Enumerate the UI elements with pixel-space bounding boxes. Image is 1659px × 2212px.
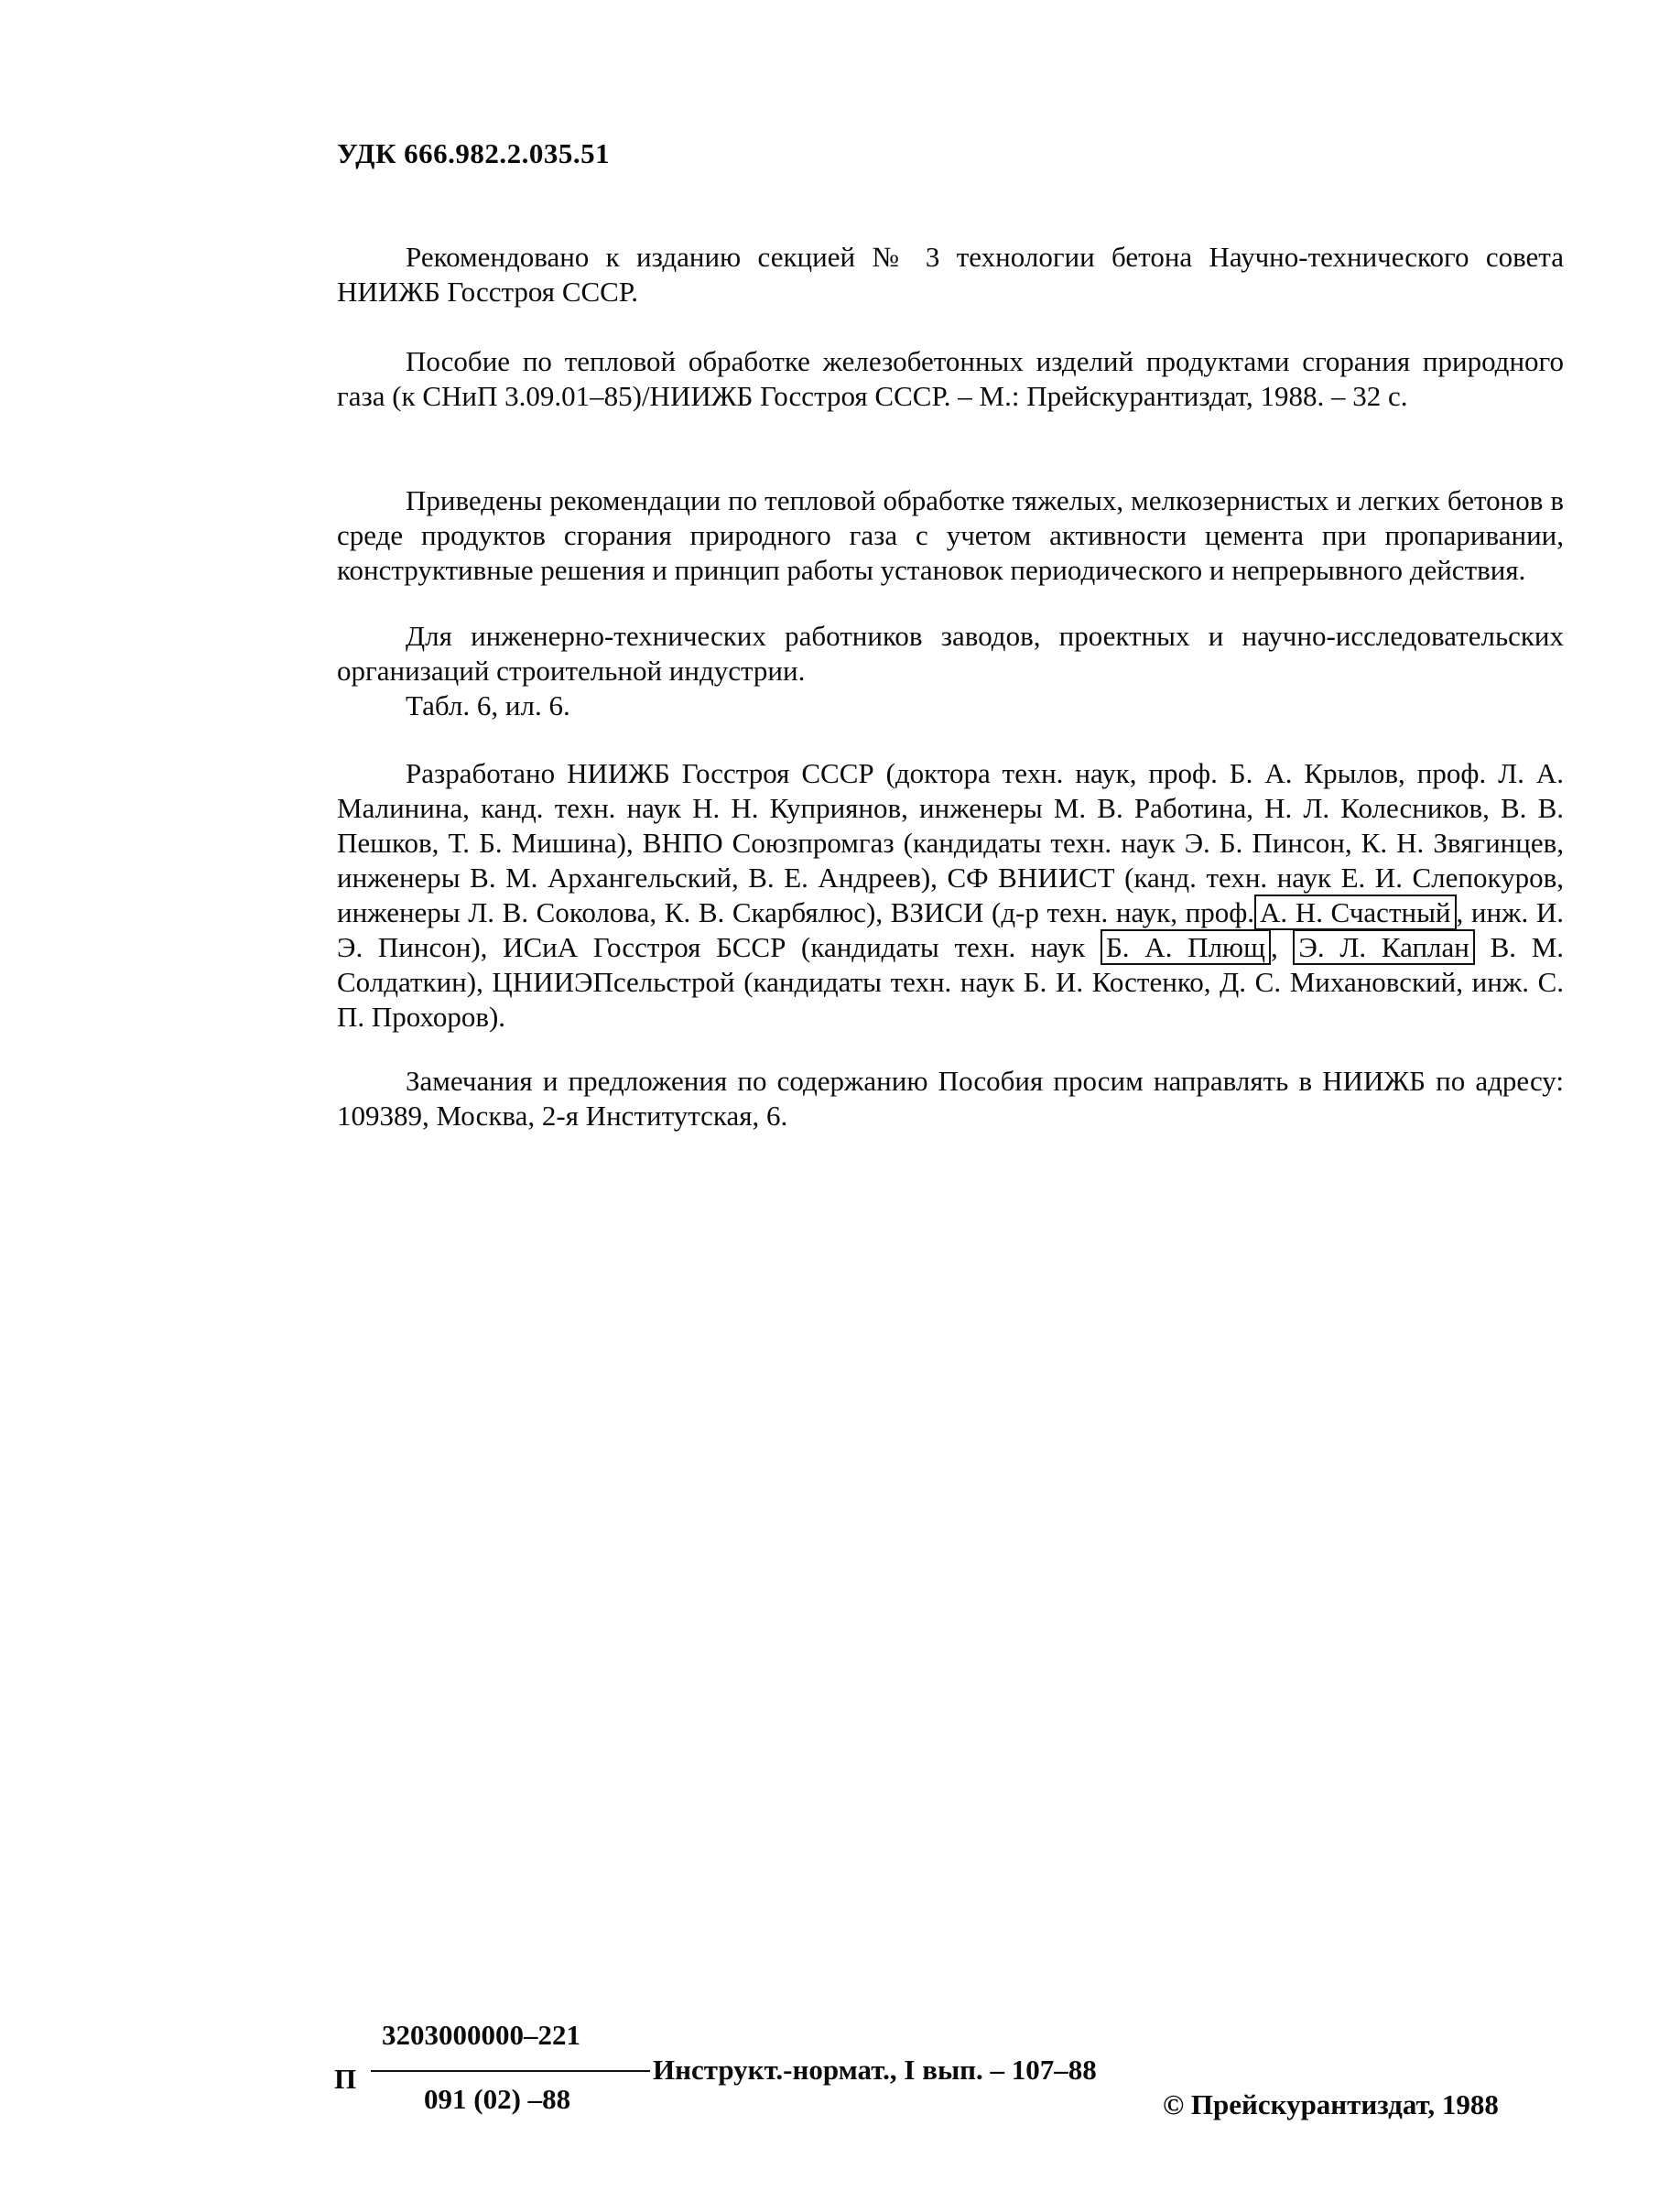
- authors-text-2: , инж. И. Э. Пинсон), ИСиА Госстроя БССР (кандидаты техн. наук: [337, 896, 1564, 963]
- boxed-name-1: А. Н. Счастный: [1254, 895, 1456, 930]
- imprint-numerator: 3203000000–221: [382, 2019, 580, 2051]
- copyright-notice: © Прейскурантиздат, 1988: [1163, 2088, 1499, 2120]
- fraction-line: [371, 2070, 650, 2072]
- imprint-note: Инструкт.-нормат., I вып. – 107–88: [653, 2054, 1097, 2086]
- authors-text-1: Разработано НИИЖБ Госстроя СССР (доктора техн. наук, проф. Б. А. Крылов, проф. Л. А. Малинина, канд. техн. наук Н. Н. Куприянов, инженеры М. В. Работина, Н. Л. Колесников, В. В. Пешков, Т. Б. Мишина), ВНПО Союзпромгаз (кандидаты техн. наук Э. Б. Пинсон, К. Н. Звягинцев, инженеры В. М. Архангельский, В. Е. Андреев), СФ ВНИИСТ (канд. техн. наук Е. И. Слепокуров, инженеры Л. В. Соколова, К. В. Скарбялюс), ВЗИСИ (д-р техн. наук, проф.: [337, 757, 1564, 928]
- boxed-name-3: Э. Л. Каплан: [1293, 929, 1474, 965]
- authors-text-3: ,: [1270, 931, 1294, 963]
- publication-imprint: [334, 2019, 1250, 2129]
- feedback-paragraph: Замечания и предложения по содержанию Пособия просим направлять в НИИЖБ по адресу: 109389, Москва, 2-я Институтская, 6.: [337, 1065, 1564, 1132]
- audience-paragraph: Для инженерно-технических работников заводов, проектных и научно-исследовательских организаций строительной индустрии.: [337, 620, 1564, 687]
- authors-paragraph: [337, 756, 1564, 1035]
- imprint-denominator: 091 (02) –88: [424, 2083, 571, 2115]
- tables-count: Табл. 6, ил. 6.: [406, 689, 570, 721]
- imprint-letter: П: [334, 2063, 357, 2095]
- authors-text-4: В. М. Солдаткин), ЦНИИЭПсельстрой (кандидаты техн. наук Б. И. Костенко, Д. С. Михановский, инж. С. П. Прохоров).: [337, 931, 1565, 1033]
- recommendation-paragraph: Рекомендовано к изданию секцией № 3 технологии бетона Научно-технического совета НИИЖБ Госстроя СССР.: [337, 241, 1564, 308]
- boxed-name-2: Б. А. Плющ: [1101, 929, 1271, 965]
- udk-code: УДК 666.982.2.035.51: [337, 137, 611, 169]
- abstract-paragraph: Приведены рекомендации по тепловой обработке тяжелых, мелкозернистых и легких бетонов в среде продуктов сгорания природного газа с учетом активности цемента при пропаривании, конструктивные решения и принцип работы установок периодического и непрерывного действия.: [337, 484, 1564, 586]
- bibliographic-description: Пособие по тепловой обработке железобетонных изделий продуктами сгорания природного газа (к СНиП 3.09.01–85)/НИИЖБ Госстроя СССР. – М.: Прейскурантиздат, 1988. – 32 с.: [337, 345, 1564, 412]
